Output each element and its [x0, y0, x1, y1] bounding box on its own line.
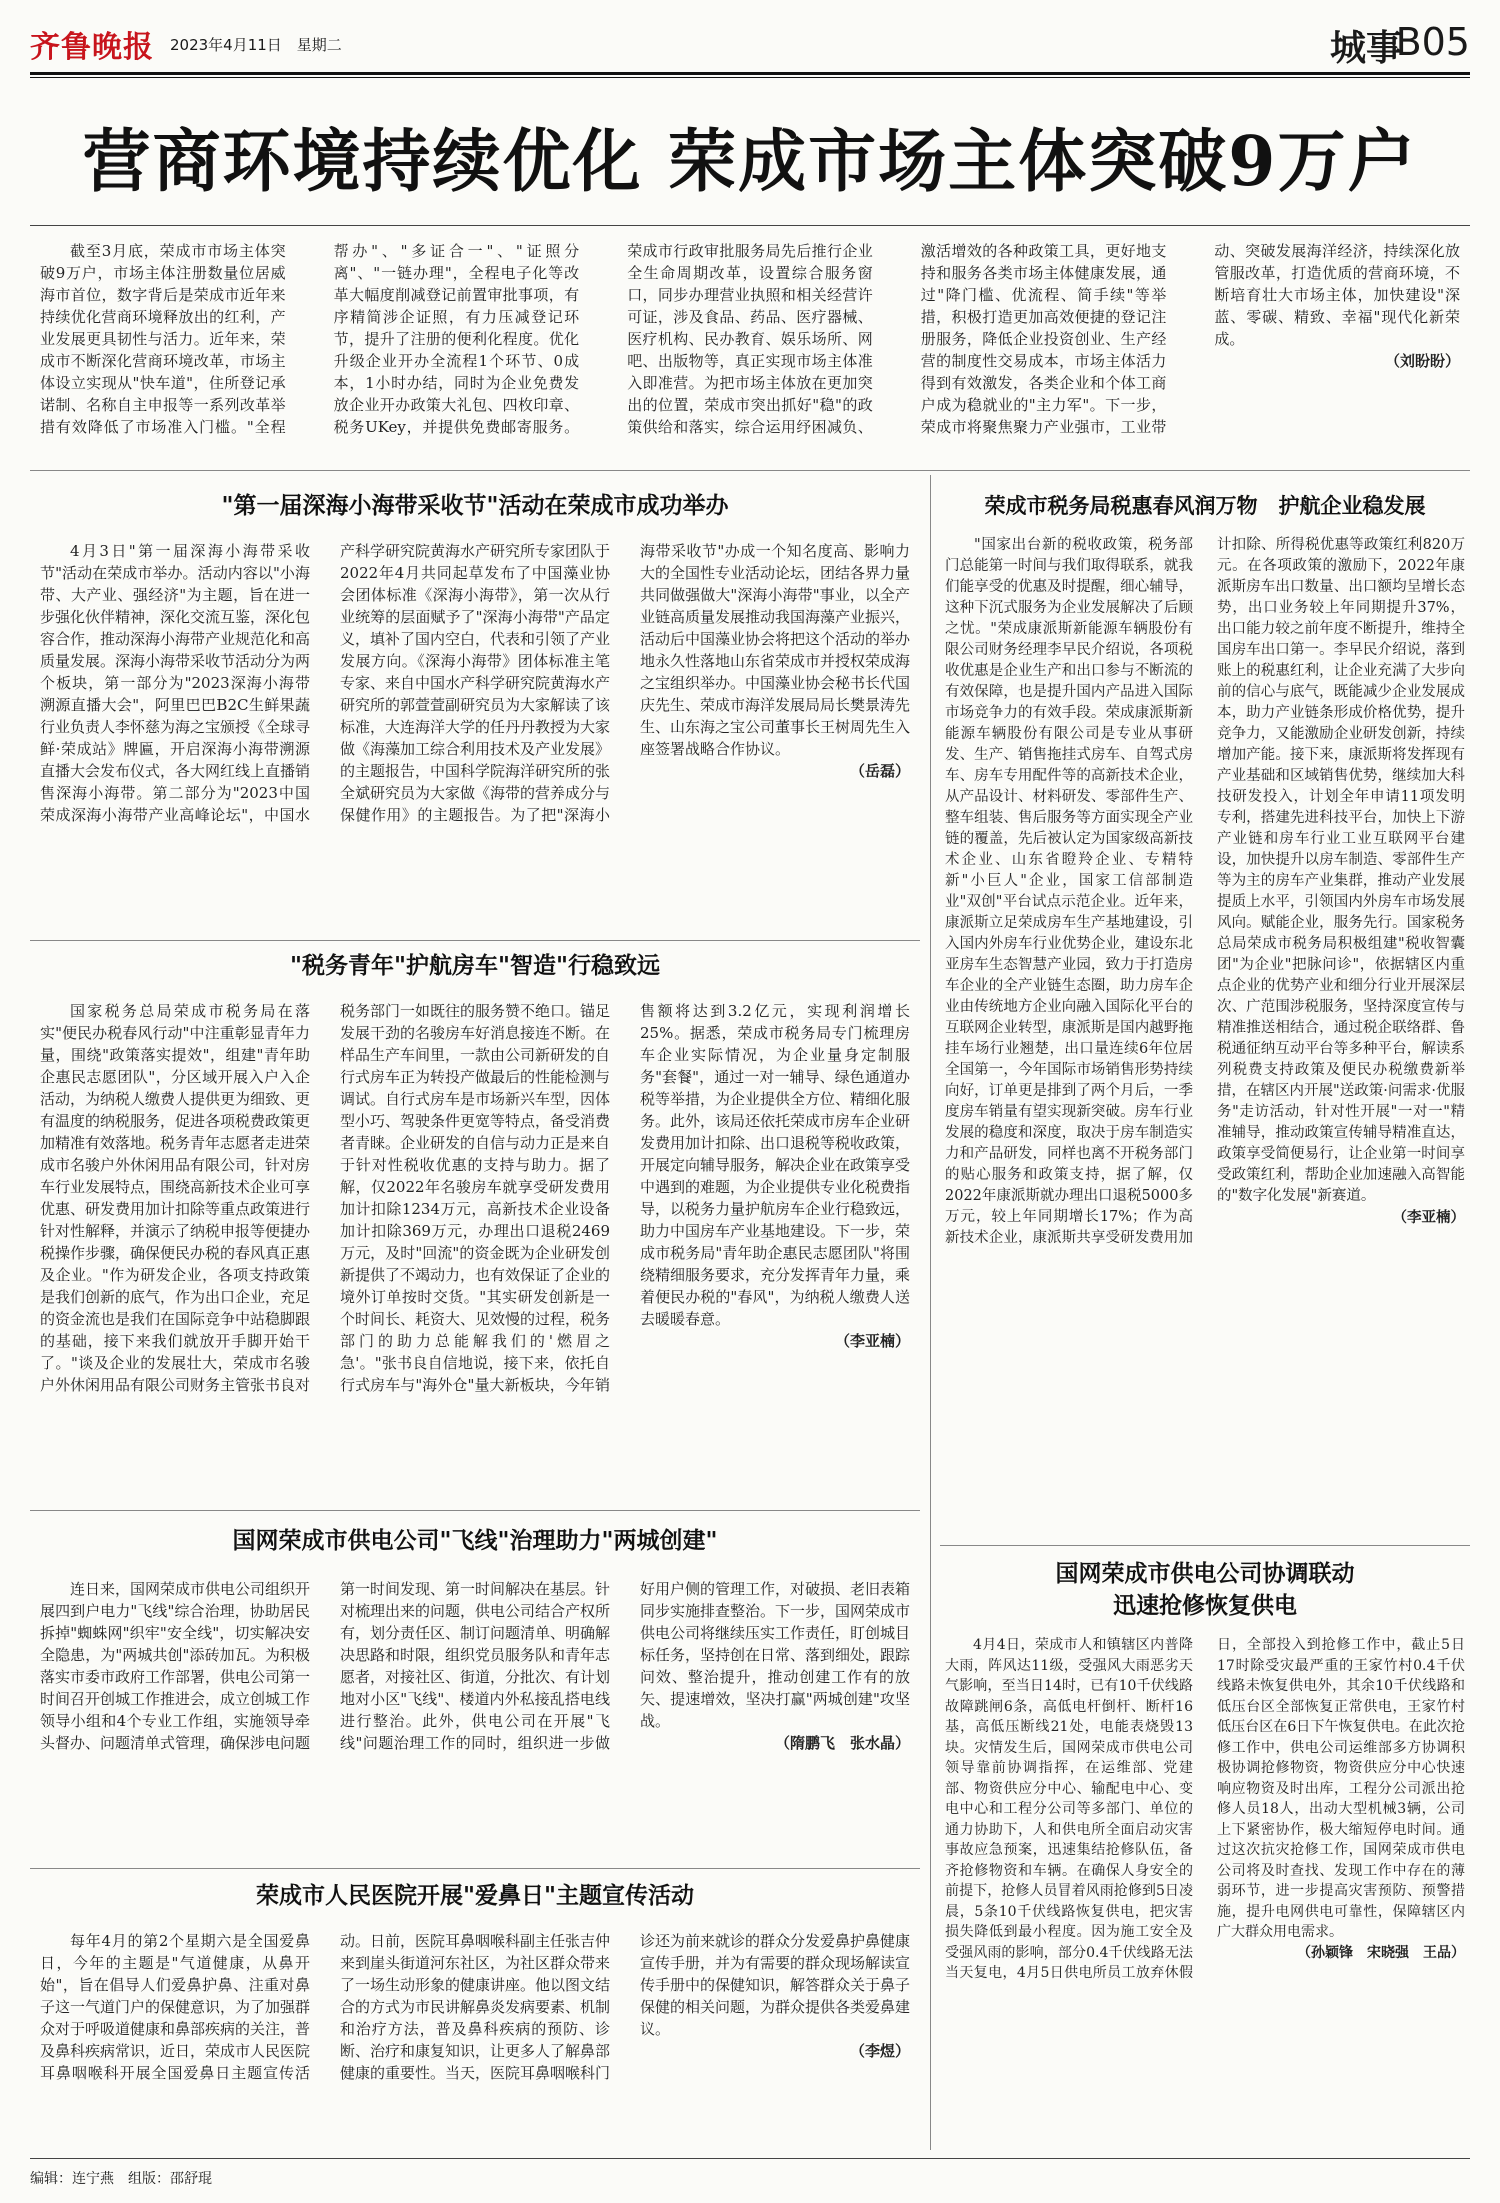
article-seaweed: [40, 540, 910, 930]
page-number: B05: [1395, 20, 1470, 64]
headline-rule: [30, 225, 1470, 226]
article-title-power-repair-line1: 国网荣成市供电公司协调联动: [1055, 1560, 1355, 1587]
article-power-repair-body: 4月4日，荣成市人和镇辖区内普降大雨，阵风达11级，受强风大雨恶劣天气影响，至当日14时，已有10千伏线路故障跳闸6条，高低电杆倒杆、断杆16基，高低压断线21处，电能表烧毁13块。灾情发生后，国网荣成市供电公司领导靠前协调指挥，在运维部、党建部、物资供应分中心、输配电中心、变电中心和工程分公司等多部门、单位的通力协助下，人和供电所全面启动灾害事故应急预案，迅速集结抢修队伍，备齐抢修物资和车辆。在确保人身安全的前提下，抢修人员冒着风雨抢修到5日凌晨，5条10千伏线路恢复供电，把灾害损失降低到最小程度。因为施工安全及受强风雨的影响，部分0.4千伏线路无法当天复电，4月5日供电所员工放弃休假日，全部投入到抢修工作中，截止5日17时除受灾最严重的王家竹村0.4千伏线路未恢复供电外，其余10千伏线路和低压台区全部恢复正常供电，王家竹村低压台区在6日下午恢复供电。在此次抢修工作中，供电公司运维部多方协调积极协调抢修物资，物资供应分中心快速响应物资及时出库，工程分公司派出抢修人员18人，出动大型机械3辆，公司上下紧密协作，极大缩短停电时间。通过这次抗灾抢修工作，国网荣成市供电公司将及时查找、发现工作中存在的薄弱环节，进一步提高灾害预防、预警措施，提升电网供电可靠性，保障辖区内广大群众用电需求。: [945, 1637, 1465, 1981]
main-story: [40, 240, 1460, 460]
column-divider: [930, 475, 931, 2150]
article-nose-day-body: 每年4月的第2个星期六是全国爱鼻日，今年的主题是"气道健康，从鼻开始"，旨在倡导人们爱鼻护鼻、注重对鼻子这一气道门户的保健意识，为了加强群众对于呼吸道健康和鼻部疾病的关注，普及鼻科疾病常识，近日，荣成市人民医院耳鼻咽喉科开展全国爱鼻日主题宣传活动。日前，医院耳鼻咽喉科副主任张吉仲来到崖头街道河东社区，为社区群众带来了一场生动形象的健康讲座。他以图文结合的方式为市民讲解鼻炎发病要素、机制和治疗方法，普及鼻科疾病的预防、诊断、治疗和康复知识，让更多人了解鼻部健康的重要性。当天，医院耳鼻咽喉科门诊还为前来就诊的群众分发爱鼻护鼻健康宣传手册，并为有需要的群众现场解读宣传手册中的保健知识，解答群众关于鼻子保健的相关问题，为群众提供各类爱鼻建议。: [40, 1932, 910, 2082]
article-flying-wires-byline: （隋鹏飞 张水晶）: [774, 1734, 910, 1752]
main-headline: 营商环境持续优化 荣成市场主体突破9万户: [82, 122, 1418, 202]
main-story-byline: （刘盼盼）: [1384, 352, 1460, 370]
article-title-power-repair: [945, 1558, 1465, 1622]
article-nose-day-byline: （李煜）: [849, 2042, 910, 2060]
article-power-repair-byline: （孙颖锋 宋晓强 王品）: [1297, 1944, 1465, 1961]
masthead-rule-thin: [30, 77, 1470, 78]
article-tax-youth-byline: （李亚楠）: [834, 1332, 910, 1350]
main-story-body: 截至3月底，荣成市市场主体突破9万户，市场主体注册数量位居威海市首位，数字背后是荣成市近年来持续优化营商环境释放出的红利，产业发展更具韧性与活力。近年来，荣成市不断深化营商环境改革，市场主体设立实现从"快车道"，住所登记承诺制、名称自主申报等一系列改革举措有效降低了市场准入门槛。"全程帮办"、"多证合一"、"证照分离"、"一链办理"，全程电子化等改革大幅度削减登记前置审批事项，有序精简涉企证照，有力压减登记环节，提升了注册的便利化程度。优化升级企业开办全流程1个环节、0成本，1小时办结，同时为企业免费发放企业开办政策大礼包、四枚印章、税务UKey，并提供免费邮寄服务。荣成市行政审批服务局先后推行企业全生命周期改革，设置综合服务窗口，同步办理营业执照和相关经营许可证，涉及食品、药品、医疗器械、医疗机构、民办教育、娱乐场所、网吧、出版物等，真正实现市场主体准入即准营。为把市场主体放在更加突出的位置，荣成市突出抓好"稳"的政策供给和落实，综合运用纾困减负、激活增效的各种政策工具，更好地支持和服务各类市场主体健康发展，通过"降门槛、优流程、简手续"等举措，积极打造更加高效便捷的登记注册服务，降低企业投资创业、生产经营的制度性交易成本，市场主体活力得到有效激发，各类企业和个体工商户成为稳就业的"主力军"。下一步，荣成市将聚焦聚力产业强市，工业带动、突破发展海洋经济，持续深化放管服改革，打造优质的营商环境，不断培育壮大市场主体，加快建设"深蓝、零碳、精致、幸福"现代化新荣成。: [40, 242, 1460, 436]
masthead-rule: [30, 72, 1470, 75]
article-title-power-repair-line2: 迅速抢修恢复供电: [1113, 1592, 1297, 1619]
article-seaweed-rule: [30, 940, 920, 941]
article-title-nose-day: 荣成市人民医院开展"爱鼻日"主题宣传活动: [256, 1882, 694, 1909]
article-seaweed-byline: （岳磊）: [849, 762, 910, 780]
newspaper-logo: 齐鲁晚报: [30, 30, 154, 65]
article-nose-day: [40, 1930, 910, 2150]
footer-rule: [30, 2158, 1470, 2159]
article-tax-youth-body: 国家税务总局荣成市税务局在落实"便民办税春风行动"中注重彰显青年力量，围绕"政策落实提效"，组建"青年助企惠民志愿团队"，分区域开展入户入企活动，为纳税人缴费人提供更为细致、更有温度的纳税服务，促进各项税费政策更加精准有效落地。税务青年志愿者走进荣成市名骏户外休闲用品有限公司，针对房车行业发展特点，围绕高新技术企业可享优惠、研发费用加计扣除等重点政策进行针对性解释，并演示了纳税申报等便捷办税操作步骤，确保便民办税的春风真正惠及企业。"作为研发企业，各项支持政策是我们创新的底气，作为出口企业，充足的资金流也是我们在国际竞争中站稳脚跟的基础，接下来我们就放开手脚开始干了。"谈及企业的发展壮大，荣成市名骏户外休闲用品有限公司财务主管张书良对税务部门一如既往的服务赞不绝口。锚足发展干劲的名骏房车好消息接连不断。在样品生产车间里，一款由公司新研发的自行式房车正为转投产做最后的性能检测与调试。自行式房车是市场新兴车型，因体型小巧、驾驶条件更宽等特点，备受消费者青睐。企业研发的自信与动力正是来自于针对性税收优惠的支持与助力。据了解，仅2022年名骏房车就享受研发费用加计扣除1234万元，高新技术企业设备加计扣除369万元，办理出口退税2469万元，及时"回流"的资金既为企业研发创新提供了不竭动力，也有效保证了企业的境外订单按时交货。"其实研发创新是一个时间长、耗资大、见效慢的过程，税务部门的助力总能解我们的'燃眉之急'。"张书良自信地说，接下来，依托自行式房车与"海外仓"量大新板块，今年销售额将达到3.2亿元，实现利润增长25%。据悉，荣成市税务局专门梳理房车企业实际情况，为企业量身定制服务"套餐"，通过一对一辅导、绿色通道办税等举措，为企业提供全方位、精细化服务。此外，该局还依托荣成市房车企业研发费用加计扣除、出口退税等税收政策，开展定向辅导服务，解决企业在政策享受中遇到的难题，为企业提供专业化税费指导，以税务力量护航房车企业行稳致远，助力中国房车产业基地建设。下一步，荣成市税务局"青年助企惠民志愿团队"将围绕精细服务要求，充分发挥青年力量，乘着便民办税的"春风"，为纳税人缴费人送去暖暖春意。: [40, 1002, 910, 1394]
article-tax-relief-rule: [940, 1545, 1470, 1546]
article-flying-wires-rule: [30, 1868, 920, 1869]
article-title-tax-youth: "税务青年"护航房车"智造"行稳致远: [290, 952, 660, 979]
masthead: [30, 18, 1470, 68]
publication-date: 2023年4月11日 星期二: [170, 36, 342, 54]
article-title-flying-wires: 国网荣成市供电公司"飞线"治理助力"两城创建": [232, 1527, 718, 1554]
article-seaweed-body: 4月3日"第一届深海小海带采收节"活动在荣成市举办。活动内容以"小海带、大产业、强经济"为主题，旨在进一步强化伙伴精神，深化交流互鉴，深化包容合作，推动深海小海带产业规范化和高质量发展。深海小海带采收节活动分为两个板块，第一部分为"2023深海小海带溯源直播大会"，阿里巴巴B2C生鲜果蔬行业负责人李怀慈为海之宝颁授《全球寻鲜·荣成站》牌匾，开启深海小海带溯源直播大会发布仪式，各大网红线上直播销售深海小海带。第二部分为"2023中国荣成深海小海带产业高峰论坛"，中国水产科学研究院黄海水产研究所专家团队于2022年4月共同起草发布了中国藻业协会团体标准《深海小海带》，第一次从行业统筹的层面赋予了"深海小海带"产品定义，填补了国内空白，代表和引领了产业发展方向。《深海小海带》团体标准主笔专家、来自中国水产科学研究院黄海水产研究所的郭萱萱副研究员为大家解读了该标准，大连海洋大学的任丹丹教授为大家做《海藻加工综合利用技术及产业发展》的主题报告，中国科学院海洋研究所的张全斌研究员为大家做《海带的营养成分与保健作用》的主题报告。为了把"深海小海带采收节"办成一个知名度高、影响力大的全国性专业活动论坛，团结各界力量共同做强做大"深海小海带"事业，以全产业链高质量发展推动我国海藻产业振兴，活动后中国藻业协会将把这个活动的举办地永久性落地山东省荣成市并授权荣成海之宝组织举办。中国藻业协会秘书长代国庆先生、荣成市海洋发展局局长樊景涛先生、山东海之宝公司董事长王树周先生入座签署战略合作协议。: [40, 542, 910, 824]
section-name: 城事: [1329, 28, 1402, 69]
article-flying-wires-body: 连日来，国网荣成市供电公司组织开展四到户电力"飞线"综合治理，协助居民拆掉"蜘蛛网"织牢"安全线"，切实解决安全隐患，为"两城共创"添砖加瓦。为积极落实市委市政府工作部署，供电公司第一时间召开创城工作推进会，成立创城工作领导小组和4个专业工作组，实施领导牵头督办、问题清单式管理，确保涉电问题第一时间发现、第一时间解决在基层。针对梳理出来的问题，供电公司结合产权所有，划分责任区、制订问题清单、明确解决思路和时限，组织党员服务队和青年志愿者，对接社区、街道，分批次、有计划地对小区"飞线"、楼道内外私接乱搭电线进行整治。此外，供电公司在开展"飞线"问题治理工作的同时，组织进一步做好用户侧的管理工作，对破损、老旧表箱同步实施排查整治。下一步，国网荣成市供电公司将继续压实工作责任，盯创城目标任务，坚持创在日常、落到细处，跟踪问效、整治提升，推动创建工作有的放矢、提速增效，坚决打赢"两城创建"攻坚战。: [40, 1580, 910, 1752]
article-title-tax-relief: 荣成市税务局税惠春风润万物 护航企业稳发展: [984, 493, 1426, 518]
main-story-rule: [30, 470, 1470, 471]
footer-credits: 编辑：连宁燕 组版：邵舒琨: [30, 2171, 212, 2187]
article-tax-relief: [945, 535, 1465, 1535]
article-tax-youth: [40, 1000, 910, 1500]
article-tax-relief-body: "国家出台新的税收政策，税务部门总能第一时间与我们取得联系，就我们能享受的优惠及时提醒，细心辅导，这种下沉式服务为企业发展解决了后顾之忧。"荣成康派斯新能源车辆股份有限公司财务经理李早民介绍说，各项税收优惠是企业生产和出口参与不断流的有效保障，也是提升国内产品进入国际市场竞争力的有效手段。荣成康派斯新能源车辆股份有限公司是专业从事研发、生产、销售拖挂式房车、自驾式房车、房车专用配件等的高新技术企业，从产品设计、材料研发、零部件生产、整车组装、售后服务等方面实现全产业链的覆盖，先后被认定为国家级高新技术企业、山东省瞪羚企业、专精特新"小巨人"企业，国家工信部制造业"双创"平台试点示范企业。近年来，康派斯立足荣成房车生产基地建设，引入国内外房车行业优势企业，建设东北亚房车生态智慧产业园，致力于打造房车企业的全产业链生态圈，助力房车企业由传统地方企业向融入国际化平台的互联网企业转型，康派斯是国内越野拖挂车场行业翘楚，出口量连续6年位居全国第一，今年国际市场销售形势持续向好，订单更是排到了两个月后，一季度房车销量有望实现新突破。房车行业发展的稳度和深度，取决于房车制造实力和产品研发，同样也离不开税务部门的贴心服务和政策支持，据了解，仅2022年康派斯就办理出口退税5000多万元，较上年同期增长17%；作为高新技术企业，康派斯共享受研发费用加计扣除、所得税优惠等政策红利820万元。在各项政策的激励下，2022年康派斯房车出口数量、出口额均呈增长态势，出口业务较上年同期提升37%，出口能力较之前年度不断提升，维持全国房车出口第一。李早民介绍说，落到账上的税惠红利，让企业充满了大步向前的信心与底气，既能减少企业发展成本，助力产业链条形成价格优势，提升竞争力，又能激励企业研发创新，持续增加产能。接下来，康派斯将发挥现有产业基础和区域销售优势，继续加大科技研发投入，计划全年申请11项发明专利，搭建先进科技平台，加快上下游产业链和房车行业工业互联网平台建设，加快提升以房车制造、零部件生产等为主的房车产业集群，推动产业发展提质上水平，引领国内外房车市场发展风向。赋能企业，服务先行。国家税务总局荣成市税务局积极组建"税收智囊团"为企业"把脉问诊"，依据辖区内重点企业的优势产业和细分行业开展深层次、广范围涉税服务，坚持深度宣传与精准推送相结合，通过税企联络群、鲁税通征纳互动平台等多种平台，解读系列税费支持政策及便民办税缴费新举措，在辖区内开展"送政策·问需求·优服务"走访活动，针对性开展"一对一"精准辅导，推动政策宣传辅导精准直达，政策享受简便易行，让企业第一时间享受政策红利，帮助企业加速融入高智能的"数字化发展"新赛道。: [945, 537, 1465, 1246]
article-tax-relief-byline: （李亚楠）: [1392, 1209, 1465, 1226]
article-tax-youth-rule: [30, 1510, 920, 1511]
article-flying-wires: [40, 1578, 910, 1860]
article-power-repair: [945, 1635, 1465, 2150]
article-title-seaweed: "第一届深海小海带采收节"活动在荣成市成功举办: [221, 492, 729, 519]
